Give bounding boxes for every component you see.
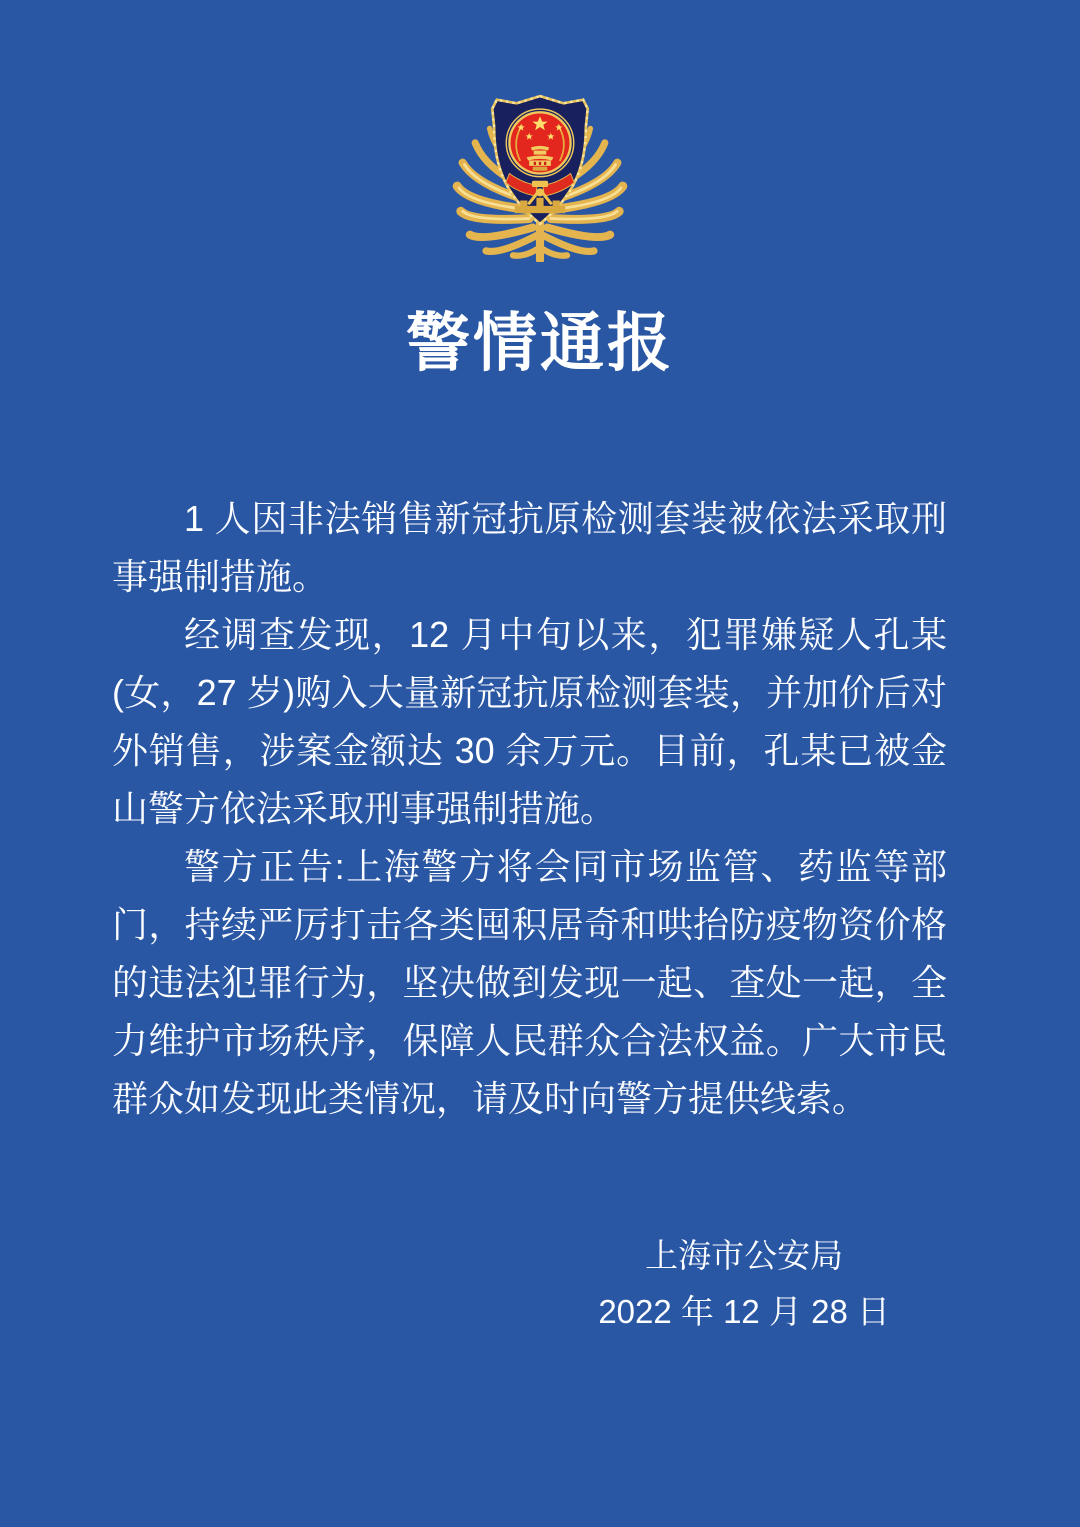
china-police-badge-icon: [450, 76, 630, 262]
notice-body: [112, 490, 947, 1128]
notice-paragraph-2: 经调查发现，12 月中旬以来，犯罪嫌疑人孔某(女，27 岁)购入大量新冠抗原检测套装，并加价后对外销售，涉案金额达 30 余万元。目前，孔某已被金山警方依法采取刑事强制措施。: [112, 614, 947, 829]
police-emblem: [450, 76, 630, 262]
signature-block: [598, 1228, 890, 1340]
issue-date: 2022 年 12 月 28 日: [598, 1293, 890, 1330]
notice-paragraph-3: 警方正告:上海警方将会同市场监管、药监等部门，持续严厉打击各类囤积居奇和哄抬防疫物资价格的违法犯罪行为，坚决做到发现一起、查处一起，全力维护市场秩序，保障人民群众合法权益。广大市民群众如发现此类情况，请及时向警方提供线索。: [112, 846, 947, 1119]
issuer-name: 上海市公安局: [645, 1237, 844, 1274]
notice-title: 警情通报: [406, 307, 674, 379]
notice-paragraph-1: 1 人因非法销售新冠抗原检测套装被依法采取刑事强制措施。: [112, 498, 947, 597]
